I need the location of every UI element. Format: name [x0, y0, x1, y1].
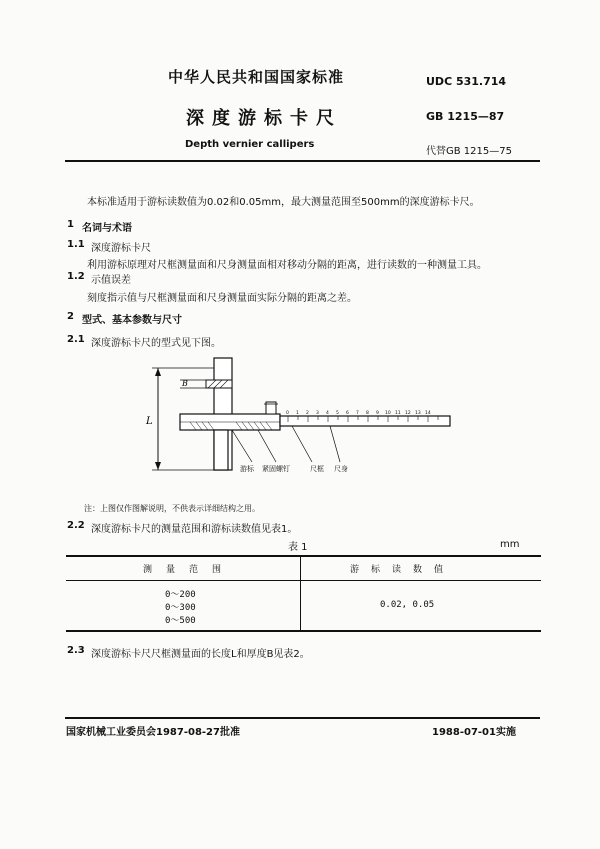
callout-frame: 尺框: [310, 465, 324, 473]
table1-header-rule: [66, 580, 541, 581]
scale-number: 5: [336, 411, 339, 416]
label-B: B: [182, 379, 188, 388]
table1-reading-value: 0.02, 0.05: [380, 600, 435, 610]
intro-paragraph: 本标准适用于游标读数值为0.02和0.05mm，最大测量范围至500mm的深度游标卡尺。: [87, 197, 480, 208]
section-1-2-number: 1.2: [67, 271, 85, 282]
section-1-number: 1: [67, 219, 74, 230]
replaces-standard: 代替GB 1215—75: [426, 146, 512, 157]
scale-number: 13: [415, 411, 421, 416]
effective-date: 1988-07-01实施: [432, 727, 516, 738]
udc-code: UDC 531.714: [426, 75, 507, 88]
section-2-number: 2: [67, 311, 74, 322]
section-1-1-text: 利用游标原理对尺框测量面和尺身测量面相对移动分隔的距离，进行读数的一种测量工具。: [87, 260, 487, 271]
scale-number: 4: [326, 411, 329, 416]
gb-number: GB 1215—87: [426, 110, 505, 123]
callout-beam: 尺身: [334, 465, 348, 473]
section-1-title: 名词与术语: [82, 223, 132, 234]
scale-number: 7: [356, 411, 359, 416]
scale-number: 3: [316, 411, 319, 416]
document-title: 深度游标卡尺: [186, 108, 342, 129]
table1-header-range: 测量范围: [143, 565, 236, 575]
org-title: 中华人民共和国国家标准: [168, 68, 345, 86]
table1-column-divider: [300, 555, 301, 631]
english-title: Depth vernier callipers: [185, 139, 315, 150]
section-2-2-number: 2.2: [67, 520, 85, 531]
header-rule: [65, 160, 540, 162]
depth-caliper-figure: [140, 350, 460, 490]
callout-vernier: 游标: [240, 465, 254, 473]
section-2-1-number: 2.1: [67, 334, 85, 345]
label-L: L: [146, 416, 153, 427]
section-2-3-text: 深度游标卡尺尺框测量面的长度L和厚度B见表2。: [91, 649, 310, 660]
measuring-stem: [214, 430, 228, 470]
section-1-1-number: 1.1: [67, 239, 85, 250]
table1-range-row: 0～300: [165, 603, 196, 613]
section-2-2-text: 深度游标卡尺的测量范围和游标读数值见表1。: [91, 524, 298, 535]
scale-number: 11: [395, 411, 401, 416]
scale-number: 2: [306, 411, 309, 416]
table1-top-rule: [66, 555, 541, 557]
scale-number: 10: [385, 411, 391, 416]
table1-unit: mm: [500, 539, 520, 550]
approval-line: 国家机械工业委员会1987-08-27批准: [66, 727, 240, 738]
section-2-1-text: 深度游标卡尺的型式见下图。: [91, 338, 221, 349]
scale-number: 8: [366, 411, 369, 416]
figure-note: 注：上图仅作图解说明，不供表示详细结构之用。: [84, 504, 260, 513]
scale-number: 1: [296, 411, 299, 416]
table1-caption: 表 1: [288, 542, 308, 553]
section-1-2-title: 示值误差: [91, 275, 131, 286]
scale-number: 6: [346, 411, 349, 416]
ruler-beam: [280, 416, 450, 426]
scale-number-labels: [286, 410, 431, 416]
table1-range-row: 0～500: [165, 616, 196, 626]
footer-rule: [65, 717, 540, 719]
table1-bottom-rule: [66, 630, 541, 632]
section-1-2-text: 刻度指示值与尺框测量面和尺身测量面实际分隔的距离之差。: [87, 293, 357, 304]
section-2-3-number: 2.3: [67, 645, 85, 656]
section-2-title: 型式、基本参数与尺寸: [82, 315, 182, 326]
scale-number: 12: [405, 411, 411, 416]
scale-number: 14: [425, 411, 431, 416]
table1-header-reading: 游标读数值: [350, 565, 456, 575]
scale-number: 0: [286, 411, 289, 416]
callout-clamp-screw: 紧固螺钉: [262, 465, 290, 473]
scale-number: 9: [376, 411, 379, 416]
table1-range-row: 0～200: [165, 590, 196, 600]
section-1-1-title: 深度游标卡尺: [91, 243, 151, 254]
